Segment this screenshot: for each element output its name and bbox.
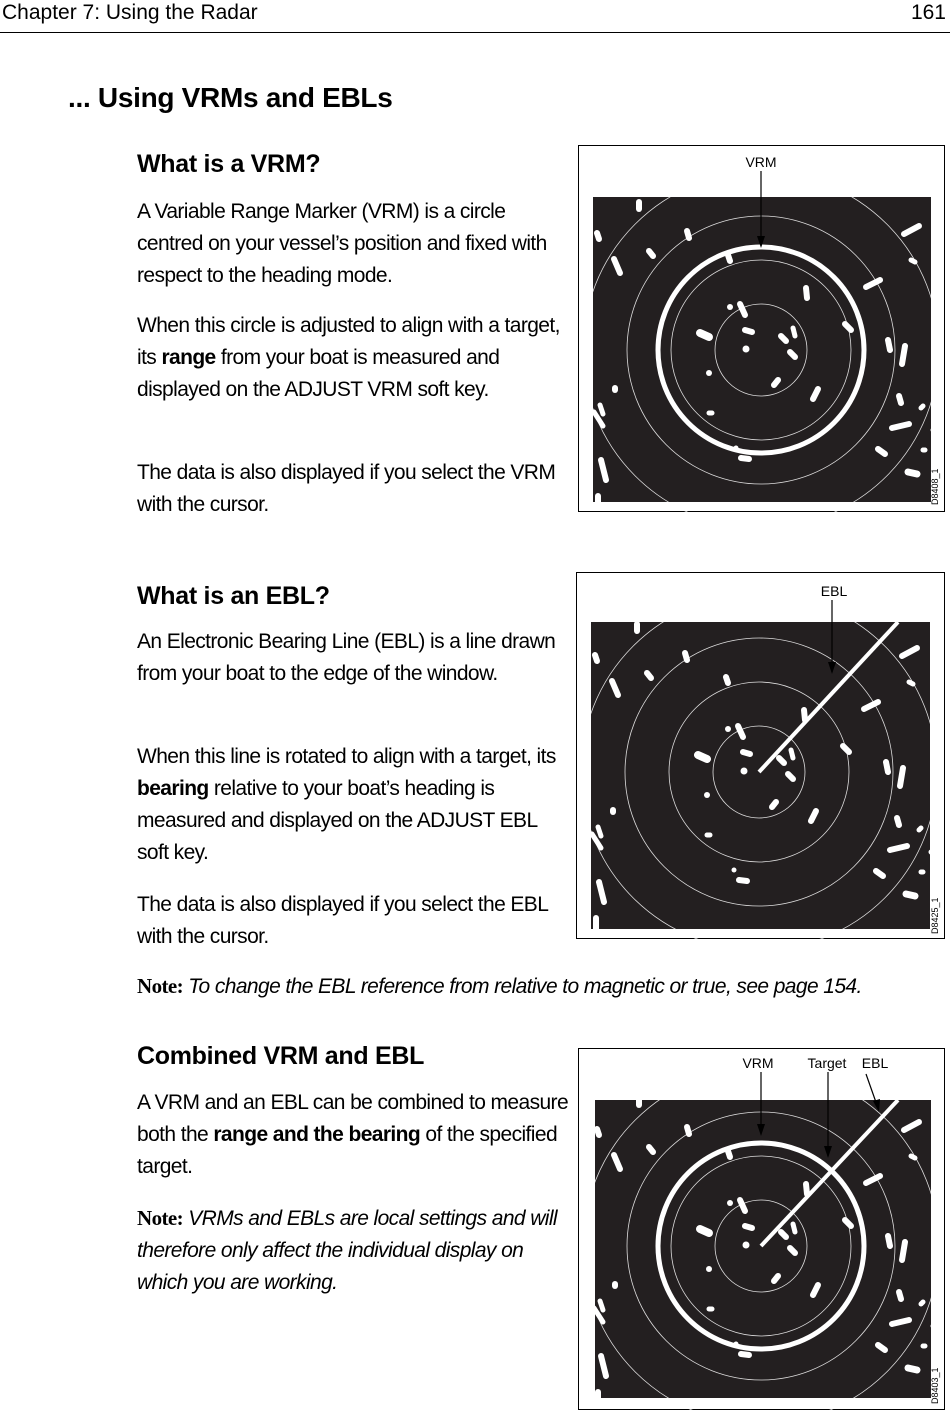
- radar-echo: [933, 430, 935, 432]
- ebl-figure-svg: [576, 572, 945, 939]
- radar-echo: [741, 458, 749, 459]
- vrm-label: VRM: [742, 1055, 774, 1071]
- radar-echo: [649, 251, 653, 256]
- radar-echo: [698, 755, 707, 759]
- radar-echo: [888, 1236, 890, 1246]
- radar-echo: [793, 328, 795, 336]
- radar-echo: [909, 682, 913, 684]
- radar-echo: [899, 396, 901, 403]
- radar-echo: [788, 774, 793, 779]
- vrm-heading: What is a VRM?: [137, 150, 321, 178]
- note-label: Note:: [137, 974, 183, 998]
- ebl-paragraph-1: An Electronic Bearing Line (EBL) is a line drawn from your boat to the edge of the window.: [137, 630, 556, 685]
- radar-echo: [804, 710, 805, 720]
- radar-echo: [772, 802, 776, 807]
- combined-paragraph-1: A VRM and an EBL can be combined to measure both the range and the bearing of the specified target.: [137, 1091, 569, 1178]
- radar-echo: [726, 677, 728, 683]
- radar-echo: [741, 1354, 749, 1355]
- ebl-figure: [576, 572, 945, 939]
- radar-echo: [598, 827, 601, 836]
- range-and-bearing-bold: range and the bearing: [213, 1123, 421, 1146]
- radar-echo: [911, 1156, 915, 1158]
- combined-heading: Combined VRM and EBL: [137, 1042, 425, 1070]
- radar-echo: [878, 449, 885, 454]
- combined-figure: [578, 1048, 945, 1410]
- radar-echo: [600, 1301, 603, 1310]
- vrm-label: VRM: [745, 154, 777, 170]
- figure-code: D8408_1: [930, 468, 940, 505]
- ebl-paragraph-3: The data is also displayed if you select the EBL with the cursor.: [137, 893, 548, 948]
- radar-echo: [685, 653, 687, 660]
- radar-echo: [911, 260, 915, 262]
- radar-echo: [595, 655, 597, 661]
- ebl-paragraph-2: When this line is rotated to align with a target, its bearing relative to your boat’s heading is measured and displayed on the ADJUST EBL soft key.: [137, 745, 556, 864]
- radar-echo: [892, 1320, 909, 1324]
- chapter-title: Chapter 7: Using the Radar: [2, 1, 258, 24]
- ebl-heading: What is an EBL?: [137, 582, 330, 610]
- ebl-label: EBL: [820, 583, 848, 599]
- vrm-figure: [578, 145, 945, 512]
- bearing-bold: bearing: [137, 777, 209, 800]
- radar-echo: [899, 1292, 901, 1299]
- vrm-paragraph-2: When this circle is adjusted to align with a target, its range from your boat is measured and displayed on the ADJUST VRM soft key.: [137, 314, 560, 401]
- figure-code: D8425_1: [930, 897, 940, 934]
- radar-echo: [878, 1345, 885, 1350]
- vrm-paragraph-3: The data is also displayed if you select the VRM with the cursor.: [137, 461, 556, 516]
- combined-note: [137, 1202, 577, 1299]
- radar-echo: [845, 1220, 851, 1226]
- radar-echo: [597, 233, 599, 239]
- radar-echo: [739, 880, 747, 881]
- ebl-note: [137, 970, 937, 1003]
- radar-echo: [908, 472, 917, 474]
- note-text: To change the EBL reference from relative to magnetic or true, see page 154.: [188, 975, 862, 998]
- range-bold: range: [161, 346, 216, 369]
- note-text: VRMs and EBLs are local settings and will therefore only affect the individual display on which you are working.: [137, 1207, 557, 1294]
- radar-echo: [921, 1302, 923, 1304]
- radar-echo: [790, 1248, 795, 1253]
- radar-echo: [886, 762, 888, 772]
- radar-echo: [900, 768, 903, 786]
- radar-echo: [649, 1147, 653, 1152]
- combined-figure-svg: [578, 1048, 945, 1410]
- radar-echo: [931, 852, 933, 854]
- radar-echo: [790, 352, 795, 357]
- figure-code: D8403_1: [930, 1367, 940, 1404]
- radar-echo: [888, 340, 890, 350]
- section-title: ... Using VRMs and EBLs: [68, 82, 393, 113]
- radar-echo: [919, 828, 921, 830]
- radar-echo: [806, 1184, 807, 1194]
- radar-echo: [774, 1276, 778, 1281]
- radar-echo: [892, 424, 909, 428]
- radar-echo: [687, 231, 689, 238]
- radar-echo: [743, 752, 750, 754]
- radar-echo: [806, 288, 807, 298]
- radar-echo: [781, 1232, 786, 1237]
- radar-echo: [728, 1151, 730, 1157]
- radar-echo: [845, 324, 851, 330]
- radar-echo: [908, 1368, 917, 1370]
- radar-echo: [902, 346, 905, 364]
- radar-echo: [600, 405, 603, 414]
- target-label: Target: [807, 1055, 847, 1071]
- radar-echo: [687, 1127, 689, 1134]
- radar-echo: [700, 333, 709, 337]
- radar-echo: [779, 758, 784, 763]
- page-number: 161: [910, 1, 946, 24]
- radar-echo: [906, 894, 915, 896]
- radar-echo: [843, 746, 849, 752]
- radar-echo: [745, 1226, 752, 1228]
- note-label: Note:: [137, 1206, 183, 1230]
- radar-echo: [791, 750, 793, 758]
- radar-echo: [700, 1229, 709, 1233]
- radar-echo: [933, 1326, 935, 1328]
- radar-echo: [890, 846, 907, 850]
- radar-echo: [793, 1224, 795, 1232]
- radar-echo: [647, 673, 651, 678]
- radar-echo: [876, 871, 883, 876]
- radar-echo: [781, 336, 786, 341]
- radar-echo: [745, 330, 752, 332]
- radar-echo: [597, 1129, 599, 1135]
- radar-echo: [728, 255, 730, 261]
- page-header: [0, 0, 950, 33]
- radar-echo: [921, 406, 923, 408]
- vrm-figure-svg: [578, 145, 945, 512]
- radar-screen: [591, 622, 930, 929]
- radar-echo: [902, 1242, 905, 1260]
- radar-echo: [774, 380, 778, 385]
- radar-echo: [897, 818, 899, 825]
- vrm-paragraph-1: A Variable Range Marker (VRM) is a circle centred on your vessel’s position and fixed with respect to the heading mode.: [137, 200, 547, 287]
- ebl-label: EBL: [861, 1055, 889, 1071]
